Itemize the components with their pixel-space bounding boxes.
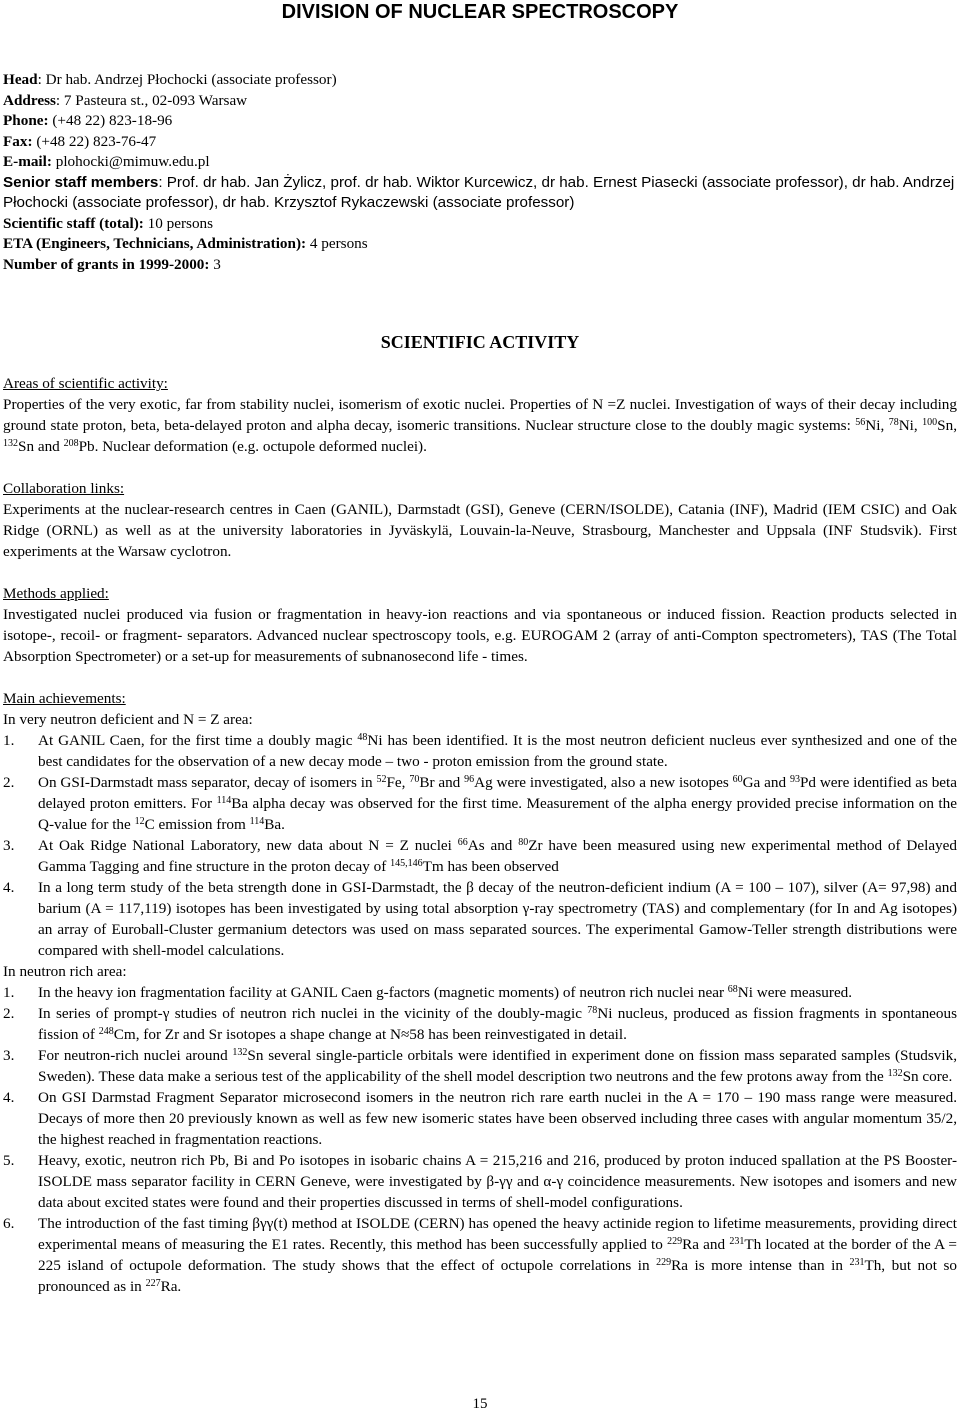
- grants-value: 3: [209, 255, 221, 273]
- section-title: SCIENTIFIC ACTIVITY: [380, 332, 580, 352]
- list-item: 2. On GSI-Darmstadt mass separator, decay of isomers in $^{52}$Fe, $^{70}$Br and $^{96}$Ag were investigated, also a new isotopes $^{60}$Ga and $^{93}$Pd were identified as beta delayed proton emitters. For $^{114}$Ba alpha decay was observed for the first time. Measurement of the alpha energy provided precise information on the Q-value for the $^{12}$C emission from $^{114}$Ba.: [3, 774, 958, 833]
- list-item: 4. On GSI Darmstad Fragment Separator microsecond isomers in the neutron rich rare earth nuclei in the A = 170 – 190 mass range were measured. Decays of more then 20 previously known as well as few new isomeric states have been observed including three cases with angular momentum 35/2, the highest reached in fragmentation reactions.: [3, 1089, 957, 1148]
- division-header: [3, 70, 957, 275]
- page: [3, 0, 957, 1297]
- senior-label: Senior staff members: [3, 173, 159, 191]
- deficient-area-intro: In very neutron deficient and N = Z area:: [3, 711, 253, 728]
- address-line: [3, 91, 957, 112]
- head-value: : Dr hab. Andrzej Płochocki (associate professor): [37, 71, 337, 88]
- address-label: Address: [3, 91, 56, 109]
- senior-staff-line: [3, 173, 957, 214]
- collaboration-heading: Collaboration links:: [3, 480, 125, 497]
- eta-label: ETA (Engineers, Technicians, Administration):: [3, 235, 307, 252]
- senior-value: : Prof. dr hab. Jan Żylicz, prof. dr hab. Wiktor Kurcewicz, dr hab. Ernest Piasecki (associate professor), dr hab. Andrzej Płochocki (associate professor), dr hab. Krzysztof Rykaczewski (associate professor): [3, 173, 955, 211]
- email-value: plohocki@mimuw.edu.pl: [51, 153, 210, 170]
- methods-text: Investigated nuclei produced via fusion or fragmentation in heavy-ion reactions and via spontaneous or induced fission. Reaction products selected in isotope-, recoil- or fragment- separators. Advanced nuclear spectroscopy tools, e.g. EUROGAM 2 (array of anti-Compton spectrometers), TAS (The Total Absorption Spectrometer) or a set-up for measurements of subnanosecond life - times.: [3, 606, 957, 665]
- list-item: 1. At GANIL Caen, for the first time a doubly magic $^{48}$Ni has been identified. It is the most neutron deficient nucleus ever synthesized and one of the best candidates for the observation of a new decay mode – two - proton emission from the ground state.: [3, 732, 958, 770]
- collaboration-text: Experiments at the nuclear-research centres in Caen (GANIL), Darmstadt (GSI), Geneve (CERN/ISOLDE), Catania (INF), Madrid (IEM CSIC) and Oak Ridge (ORNL) as well as at the university laboratories in Jyväskylä, Louvain-la-Neuve, Strasbourg, Manchester and Uppsala (INF Studsvik). First experiments at the Warsaw cyclotron.: [3, 501, 957, 560]
- methods-heading: Methods applied:: [3, 585, 109, 602]
- list-item: 2. In series of prompt-γ studies of neutron rich nuclei in the vicinity of the doubly-magic $^{78}$Ni nucleus, produced as fission fragments in spontaneous fission of $^{248}$Cm, for Zr and Sr isotopes a shape change at N≈58 has been reinvestigated in detail.: [3, 1005, 958, 1043]
- page-title: DIVISION OF NUCLEAR SPECTROSCOPY: [281, 1, 679, 23]
- eta-value: 4 persons: [306, 235, 368, 252]
- sci-staff-value: 10 persons: [143, 214, 214, 232]
- achievements-heading: Main achievements:: [3, 690, 126, 707]
- email-label: E-mail:: [3, 153, 52, 170]
- address-value: : 7 Pasteura st., 02-093 Warsaw: [55, 91, 248, 109]
- list-item: 1. In the heavy ion fragmentation facility at GANIL Caen g-factors (magnetic moments) of neutron rich nuclei near $^{68}$Ni were measured.: [3, 984, 853, 1001]
- email-line: [3, 152, 957, 173]
- grants-line: [3, 255, 957, 276]
- head-label: Head: [3, 71, 38, 88]
- sci-staff-label: Scientific staff (total):: [3, 214, 144, 232]
- fax-line: [3, 132, 957, 153]
- fax-value: (+48 22) 823-76-47: [32, 132, 157, 150]
- phone-label: Phone:: [3, 112, 49, 129]
- list-item: 6. The introduction of the fast timing βγγ(t) method at ISOLDE (CERN) has opened the heavy actinide region to lifetime measurements, providing direct experimental means of measuring the E1 rates. Recently, this method has been successfully applied to $^{229}$Ra and $^{231}$Th located at the border of the A = 225 island of octupole deformation. The study shows that the effect of octupole correlations in $^{229}$Ra is more intense than in $^{231}$Th, but not so pronounced as in $^{227}$Ra.: [3, 1215, 957, 1295]
- areas-text: Properties of the very exotic, far from stability nuclei, isomerism of exotic nuclei. Properties of N =Z nuclei. Investigation of ways of their decay including ground state proton, beta, beta-delayed proton and alpha decay, isomeric transitions. Nuclear structure close to the doubly magic systems: $^{56}$Ni, $^{78}$Ni, $^{100}$Sn, $^{132}$Sn and $^{208}$Pb. Nuclear deformation (e.g. octupole deformed nuclei).: [3, 396, 958, 455]
- rich-area-intro: In neutron rich area:: [3, 963, 127, 980]
- fax-label: Fax:: [3, 132, 33, 150]
- eta-line: [3, 234, 957, 255]
- list-item: 3. For neutron-rich nuclei around $^{132}$Sn several single-particle orbitals were identified in experiment done on fission mass separated samples (Studsvik, Sweden). These data make a serious test of the applicability of the shell model description two neutrons and the few protons away from the $^{132}$Sn core.: [3, 1047, 957, 1085]
- areas-heading: Areas of scientific activity:: [3, 375, 168, 392]
- deficient-achievements-list: [3, 730, 957, 961]
- phone-line: [3, 111, 957, 132]
- page-number: 15: [472, 1396, 488, 1412]
- head-line: [3, 70, 957, 91]
- rich-achievements-list: [3, 982, 957, 1297]
- list-item: 3. At Oak Ridge National Laboratory, new data about N = Z nuclei $^{66}$As and $^{80}$Zr have been measured using new experimental method of Delayed Gamma Tagging and fine structure in the proton decay of $^{145,146}$Tm has been observed: [3, 837, 957, 875]
- scientific-staff-line: [3, 214, 957, 235]
- grants-label: Number of grants in 1999-2000:: [3, 255, 210, 273]
- list-item: 5. Heavy, exotic, neutron rich Pb, Bi and Po isotopes in isobaric chains A = 215,216 and 216, produced by proton induced spallation at the PS Booster- ISOLDE mass separator facility in CERN Geneve, were investigated by β-γγ and α-γ coincidence measurements. New isotopes and isomers and new data about excited states were found and their properties discussed in terms of shell-model configurations.: [3, 1152, 957, 1211]
- list-item: 4. In a long term study of the beta strength done in GSI-Darmstadt, the β decay of the neutron-deficient indium (A = 100 – 107), silver (A= 97,98) and barium (A = 117,119) isotopes has been investigated by using total absorption γ-ray spectrometry (TAS) and complementary (for In and Ag isotopes) an array of Euroball-Cluster germanium detectors was used on mass separated sources. The experimental Gamow-Teller strength distributions were compared with shell-model calculations.: [3, 879, 957, 959]
- phone-value: (+48 22) 823-18-96: [48, 112, 173, 129]
